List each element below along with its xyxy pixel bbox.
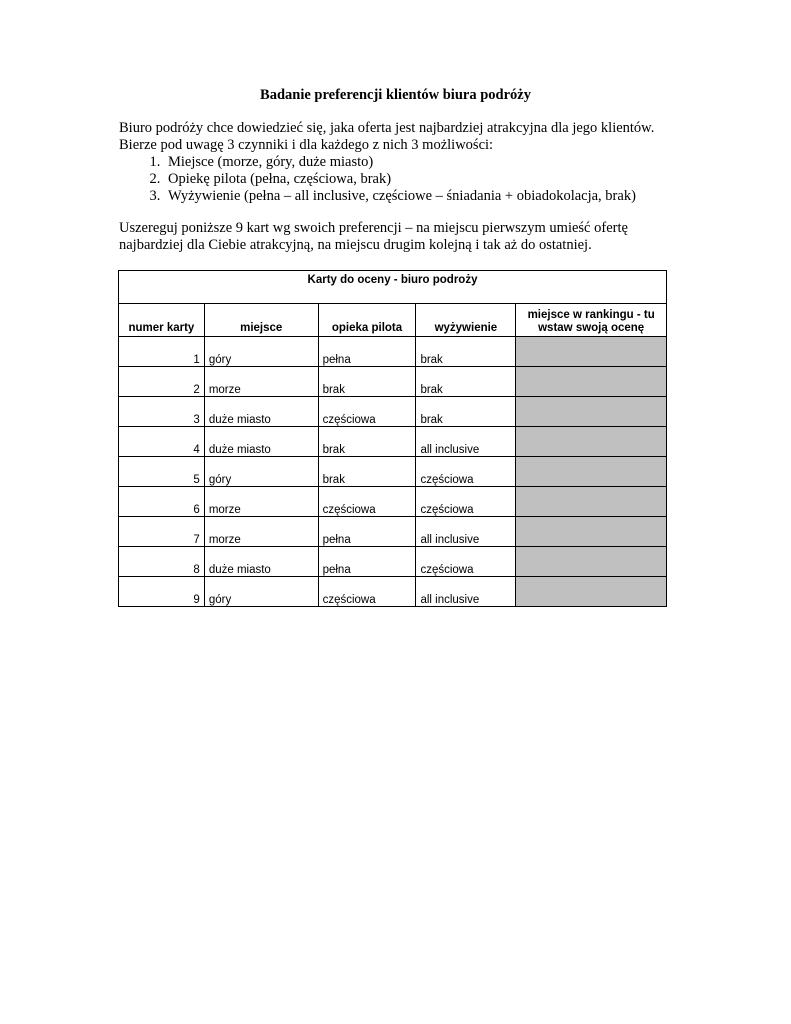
rank-input-cell[interactable] bbox=[516, 367, 667, 397]
rank-input-cell[interactable] bbox=[516, 487, 667, 517]
card-guide: pełna bbox=[318, 517, 416, 547]
card-guide: częściowa bbox=[318, 577, 416, 607]
card-number: 1 bbox=[119, 337, 205, 367]
card-number: 6 bbox=[119, 487, 205, 517]
card-place: morze bbox=[204, 367, 318, 397]
card-guide: pełna bbox=[318, 337, 416, 367]
intro-line-2: Bierze pod uwagę 3 czynniki i dla każdego z nich 3 możliwości: bbox=[119, 137, 494, 153]
card-guide: częściowa bbox=[318, 397, 416, 427]
factor-item: 1. Miejsce (morze, góry, duże miasto) bbox=[164, 154, 679, 171]
card-number: 9 bbox=[119, 577, 205, 607]
factor-item: 2. Opiekę pilota (pełna, częściowa, brak) bbox=[164, 171, 679, 188]
card-guide: brak bbox=[318, 367, 416, 397]
factor-item: 3. Wyżywienie (pełna – all inclusive, częściowe – śniadania + obiadokolacja, brak) bbox=[164, 188, 679, 205]
intro-section bbox=[119, 120, 679, 205]
card-place: duże miasto bbox=[204, 427, 318, 457]
card-place: góry bbox=[204, 577, 318, 607]
card-food: brak bbox=[416, 367, 516, 397]
card-place: morze bbox=[204, 517, 318, 547]
rank-input-cell[interactable] bbox=[516, 427, 667, 457]
table-row bbox=[119, 517, 667, 547]
rank-input-cell[interactable] bbox=[516, 517, 667, 547]
rank-input-cell[interactable] bbox=[516, 547, 667, 577]
card-food: częściowa bbox=[416, 457, 516, 487]
table-row bbox=[119, 427, 667, 457]
card-number: 4 bbox=[119, 427, 205, 457]
instruction-section bbox=[119, 220, 679, 254]
card-number: 3 bbox=[119, 397, 205, 427]
intro-line-1: Biuro podróży chce dowiedzieć się, jaka oferta jest najbardziej atrakcyjna dla jego klientów. bbox=[119, 120, 655, 136]
card-guide: częściowa bbox=[318, 487, 416, 517]
rank-input-cell[interactable] bbox=[516, 397, 667, 427]
table-row bbox=[119, 367, 667, 397]
header-place: miejsce bbox=[204, 304, 318, 337]
rank-input-cell[interactable] bbox=[516, 337, 667, 367]
card-number: 5 bbox=[119, 457, 205, 487]
table-header-row bbox=[119, 304, 667, 337]
card-guide: pełna bbox=[318, 547, 416, 577]
instruction-line-2: najbardziej dla Ciebie atrakcyjną, na miejscu drugim kolejną i tak aż do ostatniej. bbox=[119, 237, 592, 253]
card-number: 2 bbox=[119, 367, 205, 397]
header-rank: miejsce w rankingu - tu wstaw swoją ocenę bbox=[516, 304, 667, 337]
table-row bbox=[119, 487, 667, 517]
table-caption: Karty do oceny - biuro podroży bbox=[119, 271, 667, 304]
card-food: częściowa bbox=[416, 487, 516, 517]
card-guide: brak bbox=[318, 457, 416, 487]
card-guide: brak bbox=[318, 427, 416, 457]
table-row bbox=[119, 397, 667, 427]
card-food: częściowa bbox=[416, 547, 516, 577]
card-number: 7 bbox=[119, 517, 205, 547]
card-number: 8 bbox=[119, 547, 205, 577]
card-food: all inclusive bbox=[416, 577, 516, 607]
card-place: morze bbox=[204, 487, 318, 517]
document-title: Badanie preferencji klientów biura podróży bbox=[260, 87, 531, 103]
table-row bbox=[119, 337, 667, 367]
header-guide: opieka pilota bbox=[318, 304, 416, 337]
instruction-line-1: Uszereguj poniższe 9 kart wg swoich preferencji – na miejscu pierwszym umieść ofertę bbox=[119, 220, 628, 236]
table-row bbox=[119, 457, 667, 487]
factor-list bbox=[119, 154, 679, 205]
rank-input-cell[interactable] bbox=[516, 577, 667, 607]
header-food: wyżywienie bbox=[416, 304, 516, 337]
card-place: góry bbox=[204, 457, 318, 487]
card-food: brak bbox=[416, 337, 516, 367]
card-food: brak bbox=[416, 397, 516, 427]
cards-table bbox=[118, 270, 667, 607]
card-food: all inclusive bbox=[416, 517, 516, 547]
card-place: duże miasto bbox=[204, 397, 318, 427]
card-place: góry bbox=[204, 337, 318, 367]
card-place: duże miasto bbox=[204, 547, 318, 577]
header-number: numer karty bbox=[119, 304, 205, 337]
table-row bbox=[119, 577, 667, 607]
card-food: all inclusive bbox=[416, 427, 516, 457]
rank-input-cell[interactable] bbox=[516, 457, 667, 487]
table-row bbox=[119, 547, 667, 577]
